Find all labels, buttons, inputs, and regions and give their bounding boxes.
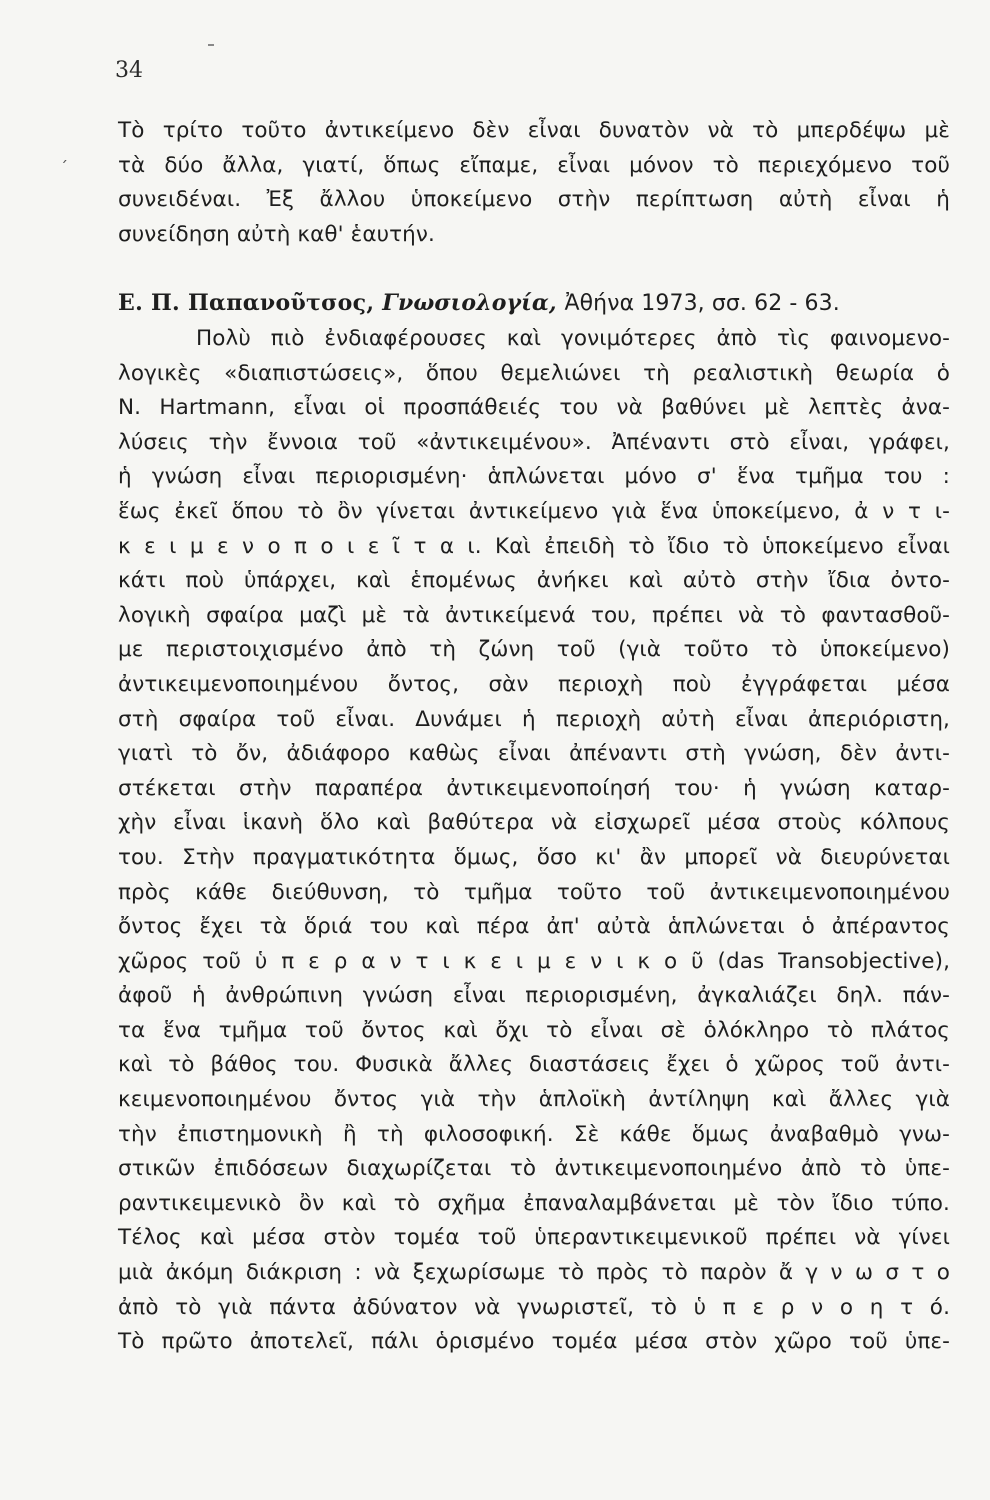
paragraph-1-line: συνείδηση αὐτὴ καθ' ἑαυτήν. bbox=[118, 221, 435, 247]
paragraph-2-line: ἀντικειμενοποιημένου ὄντος, σὰν περιοχὴ ποὺ ἐγγράφεται μέσα bbox=[118, 671, 950, 697]
paragraph-2-line: ἕως ἐκεῖ ὅπου τὸ ὂν γίνεται ἀντικείμενο γιὰ ἕνα ὑποκείμενο, ἀ ν τ ι- bbox=[118, 498, 950, 524]
citation-author: Ε. Π. Παπανοῦτσος, bbox=[118, 290, 383, 316]
print-mark bbox=[208, 44, 214, 46]
paragraph-2-line: του. Στὴν πραγματικότητα ὅμως, ὅσο κι' ἂν μπορεῖ νὰ διευρύνεται bbox=[118, 844, 950, 870]
paragraph-2-line: χῶρος τοῦ ὑ π ε ρ α ν τ ι κ ε ι μ ε ν ι κ ο ῦ (das Transobjective), bbox=[118, 948, 950, 974]
paragraph-1-line: συνειδέναι. Ἐξ ἄλλου ὑποκείμενο στὴν περίπτωση αὐτὴ εἶναι ἡ bbox=[118, 187, 950, 213]
paragraph-2-line: τὴν ἐπιστημονικὴ ἢ τὴ φιλοσοφική. Σὲ κάθε ὅμως ἀναβαθμὸ γνω- bbox=[118, 1121, 950, 1147]
paragraph-2-line: Τὸ πρῶτο ἀποτελεῖ, πάλι ὁρισμένο τομέα μέσα στὸν χῶρο τοῦ ὑπε- bbox=[118, 1329, 950, 1355]
paragraph-2-line: ἀφοῦ ἡ ἀνθρώπινη γνώση εἶναι περιορισμένη, ἀγκαλιάζει δηλ. πάν- bbox=[118, 983, 950, 1009]
paragraph-2-line: στικῶν ἐπιδόσεων διαχωρίζεται τὸ ἀντικειμενοποιημένο ἀπὸ τὸ ὑπε- bbox=[118, 1156, 950, 1182]
paragraph-2-line: N. Hartmann, εἶναι οἱ προσπάθειές του νὰ βαθύνει μὲ λεπτὲς ἀνα- bbox=[118, 395, 950, 421]
paragraph-2-line: στὴ σφαίρα τοῦ εἶναι. Δυνάμει ἡ περιοχὴ αὐτὴ εἶναι ἀπεριόριστη, bbox=[118, 706, 950, 732]
margin-mark: ˏ bbox=[60, 144, 68, 163]
paragraph-2-line: καὶ τὸ βάθος του. Φυσικὰ ἄλλες διαστάσεις ἔχει ὁ χῶρος τοῦ ἀντι- bbox=[118, 1052, 950, 1078]
paragraph-2-line: κάτι ποὺ ὑπάρχει, καὶ ἑπομένως ἀνήκει καὶ αὐτὸ στὴν ἴδια ὀντο- bbox=[118, 568, 950, 594]
paragraph-2-line: ραντικειμενικὸ ὂν καὶ τὸ σχῆμα ἐπαναλαμβάνεται μὲ τὸν ἴδιο τύπο. bbox=[118, 1190, 950, 1216]
paragraph-2-line: κ ε ι μ ε ν ο π ο ι ε ῖ τ α ι. Καὶ ἐπειδὴ τὸ ἴδιο τὸ ὑποκείμενο εἶναι bbox=[118, 533, 950, 559]
paragraph-2-line: ἀπὸ τὸ γιὰ πάντα ἀδύνατον νὰ γνωριστεῖ, τὸ ὑ π ε ρ ν ο η τ ό. bbox=[118, 1294, 950, 1320]
citation bbox=[118, 286, 950, 322]
paragraph-2-line: Τέλος καὶ μέσα στὸν τομέα τοῦ ὑπεραντικειμενικοῦ πρέπει νὰ γίνει bbox=[118, 1225, 950, 1251]
page-number: 34 bbox=[115, 58, 143, 83]
citation-title: Γνωσιολογία, bbox=[382, 290, 565, 316]
paragraph-2-line: με περιστοιχισμένο ἀπὸ τὴ ζώνη τοῦ (γιὰ τοῦτο τὸ ὑποκείμενο) bbox=[118, 637, 950, 663]
paragraph-2-line: ἡ γνώση εἶναι περιορισμένη· ἁπλώνεται μόνο σ' ἕνα τμῆμα του : bbox=[118, 464, 950, 490]
paragraph-2-line: στέκεται στὴν παραπέρα ἀντικειμενοποίησή του· ἡ γνώση καταρ- bbox=[118, 775, 950, 801]
paragraph-2-line: χὴν εἶναι ἱκανὴ ὅλο καὶ βαθύτερα νὰ εἰσχωρεῖ μέσα στοὺς κόλπους bbox=[118, 810, 950, 836]
paragraph-2-line: μιὰ ἀκόμη διάκριση : νὰ ξεχωρίσωμε τὸ πρὸς τὸ παρὸν ἄ γ ν ω σ τ ο bbox=[118, 1260, 950, 1286]
paragraph-2 bbox=[118, 322, 950, 1360]
paragraph-2-line: ὄντος ἔχει τὰ ὅριά του καὶ πέρα ἀπ' αὐτὰ ἁπλώνεται ὁ ἀπέραντος bbox=[118, 914, 950, 940]
paragraph-2-line: λογικὴ σφαίρα μαζὶ μὲ τὰ ἀντικείμενά του, πρέπει νὰ τὸ φαντασθοῦ- bbox=[118, 602, 950, 628]
paragraph-2-line: τα ἕνα τμῆμα τοῦ ὄντος καὶ ὄχι τὸ εἶναι σὲ ὁλόκληρο τὸ πλάτος bbox=[118, 1017, 950, 1043]
paragraph-2-line: κειμενοποιημένου ὄντος γιὰ τὴν ἁπλοϊκὴ ἀντίληψη καὶ ἄλλες γιὰ bbox=[118, 1087, 950, 1113]
citation-details: Ἀθήνα 1973, σσ. 62 - 63. bbox=[564, 291, 840, 316]
paragraph-2-line: πρὸς κάθε διεύθυνση, τὸ τμῆμα τοῦτο τοῦ ἀντικειμενοποιημένου bbox=[118, 879, 950, 905]
paragraph-2-line: λογικὲς «διαπιστώσεις», ὅπου θεμελιώνει τὴ ρεαλιστικὴ θεωρία ὁ bbox=[118, 360, 950, 386]
paragraph-2-line: γιατὶ τὸ ὄν, ἀδιάφορο καθὼς εἶναι ἀπέναντι στὴ γνώση, δὲν ἀντι- bbox=[118, 741, 950, 767]
paragraph-1-line: τὰ δύο ἄλλα, γιατί, ὅπως εἴπαμε, εἶναι μόνον τὸ περιεχόμενο τοῦ bbox=[118, 152, 950, 178]
paragraph-1-line: Τὸ τρίτο τοῦτο ἀντικείμενο δὲν εἶναι δυνατὸν νὰ τὸ μπερδέψω μὲ bbox=[118, 118, 950, 143]
paragraph-2-line: Πολὺ πιὸ ἐνδιαφέρουσες καὶ γονιμότερες ἀπὸ τὶς φαινομενο- bbox=[196, 326, 950, 351]
paragraph-2-line: λύσεις τὴν ἔννοια τοῦ «ἀντικειμένου». Ἀπέναντι στὸ εἶναι, γράφει, bbox=[118, 429, 950, 455]
paragraph-1 bbox=[118, 114, 950, 252]
